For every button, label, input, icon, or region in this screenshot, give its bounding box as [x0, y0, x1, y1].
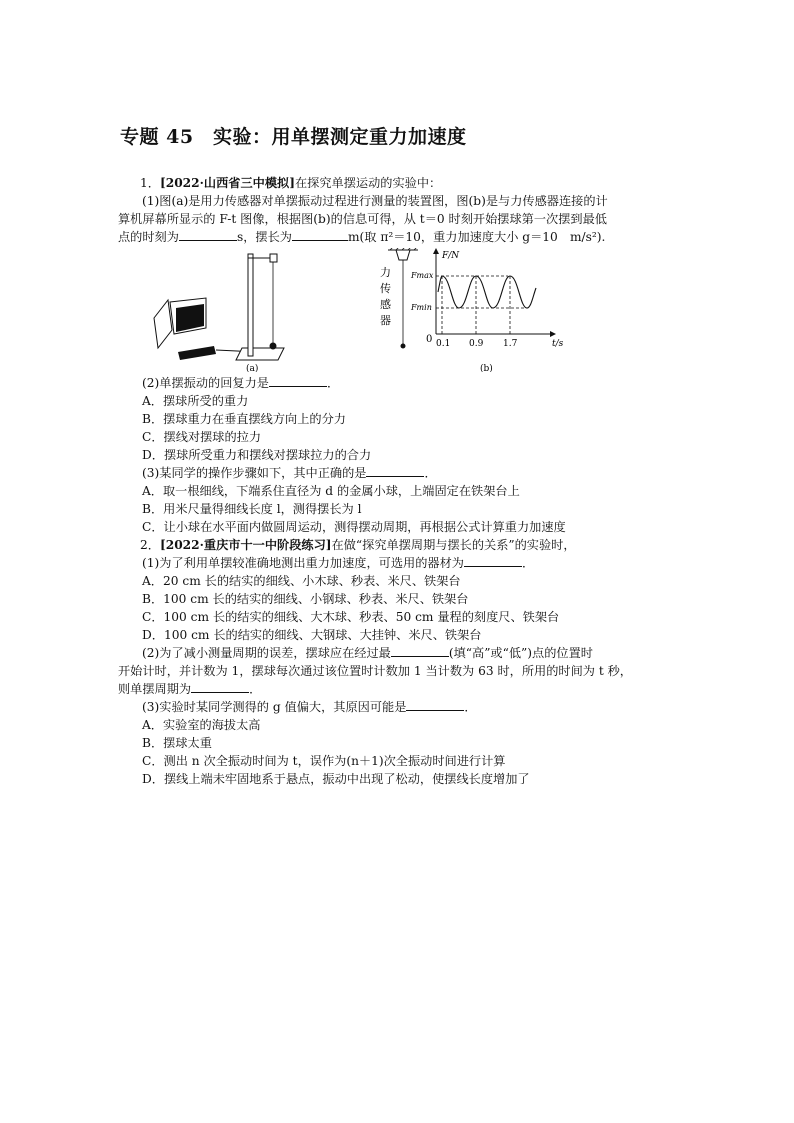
- q2-part2-text-c: 则单摆周期为: [118, 682, 192, 696]
- x-tick-0.1: 0.1: [436, 339, 451, 349]
- q1-part2: (2)单摆振动的回复力是 ．: [142, 376, 340, 390]
- q2-part2-line1: [118, 644, 678, 662]
- sensor-body: [396, 250, 410, 260]
- q1-part2-option-c: C．摆线对摆球的拉力: [142, 430, 262, 444]
- q2-part2-line3: 则单摆周期为 ．: [118, 682, 262, 696]
- q2-part1: (1)为了利用单摆较准确地测出重力加速度，可选用的器材为 ．: [142, 556, 535, 570]
- question-content: [118, 174, 678, 788]
- q1-part3-option-c: C．让小球在水平面内做圆周运动，测得摆动周期，再根据公式计算重力加速度: [142, 520, 566, 534]
- q2-part3-option-b: B．摆球太重: [142, 736, 212, 750]
- answer-blank-g-reason[interactable]: [406, 698, 464, 711]
- x-tick-0.9: 0.9: [469, 339, 484, 349]
- sensor-label-4: 器: [380, 314, 391, 327]
- q1-figure: [118, 248, 678, 372]
- stand-base-plate: [236, 348, 284, 360]
- q1-part1-text-b: s，摆长为: [236, 230, 292, 244]
- q1-part2-option-a: A．摆球所受的重力: [142, 394, 249, 408]
- q1-part1-line3: [118, 228, 678, 246]
- q1-part2-text: (2)单摆振动的回复力是: [142, 376, 269, 390]
- q1-stem-text: 在探究单摆运动的实验中：: [294, 176, 442, 190]
- q2-part1-option-b: B．100 cm 长的结实的细线、小钢球、秒表、米尺、铁架台: [142, 592, 469, 606]
- caption-b: (b): [480, 364, 493, 372]
- y-axis-arrow: [433, 248, 439, 254]
- figure-clean: [118, 248, 678, 372]
- q2-stem-text: 在做“探究单摆周期与摆长的关系”的实验时，: [331, 538, 576, 552]
- q2-part3: (3)实验时某同学测得的 g 值偏大，其原因可能是 ．: [142, 700, 477, 714]
- fmin-label: Fmin: [411, 303, 432, 312]
- answer-blank-time[interactable]: [179, 228, 237, 241]
- q2-part2-text-a: (2)为了减小测量周期的误差，摆球应在经过最: [142, 646, 391, 660]
- q2-part2-line2: 开始计时，并计数为 1，摆球每次通过该位置时计数加 1 当计数为 63 时，所用的时间为 t 秒，: [118, 664, 632, 678]
- q1-part1-line1: (1)图(a)是用力传感器对单摆振动过程进行测量的装置图，图(b)是与力传感器连接的计: [142, 194, 608, 208]
- answer-blank-equipment[interactable]: [464, 554, 522, 567]
- q1-part2-option-d: D．摆球所受重力和摆线对摆球拉力的合力: [142, 448, 372, 462]
- q1-part3-option-b: B．用米尺量得细线长度 l，测得摆长为 l: [142, 502, 362, 516]
- sensor-clamp: [270, 254, 277, 262]
- fmax-label: Fmax: [411, 271, 434, 280]
- q1-stem: [118, 174, 678, 192]
- q2-part3-option-a: A．实验室的海拔太高: [142, 718, 261, 732]
- q2-part1-option-c: C．100 cm 长的结实的细线、大木球、秒表、50 cm 量程的刻度尺、铁架台: [142, 610, 560, 624]
- q1-part1-text-c: m(取 π²＝10，重力加速度大小 g＝10 m/s²).: [347, 230, 606, 244]
- q2-number: 2．: [140, 538, 160, 552]
- q1-part3: (3)某同学的操作步骤如下，其中正确的是 ．: [142, 466, 437, 480]
- pendulum-ball: [270, 343, 277, 350]
- answer-blank-period[interactable]: [191, 680, 249, 693]
- answer-blank-steps[interactable]: [366, 464, 424, 477]
- monitor-frame: [154, 300, 172, 348]
- keyboard: [178, 346, 216, 360]
- q2-part1-option-d: D．100 cm 长的结实的细线、大钢球、大挂钟、米尺、铁架台: [142, 628, 482, 642]
- q1-part1-line2: 算机屏幕所显示的 F-t 图像，根据图(b)的信息可得，从 t＝0 时刻开始摆球第一次摆到最低: [118, 212, 607, 226]
- sensor-label-1: 力: [380, 266, 391, 279]
- caption-a: (a): [246, 364, 259, 372]
- x-axis-arrow: [550, 331, 556, 337]
- answer-blank-length[interactable]: [292, 228, 348, 241]
- monitor-screen: [176, 304, 204, 332]
- sensor-label-3: 感: [380, 298, 391, 311]
- q2-part1-text: (1)为了利用单摆较准确地测出重力加速度，可选用的器材为: [142, 556, 464, 570]
- x-tick-1.7: 1.7: [503, 339, 518, 349]
- sensor-pendulum-ball: [401, 344, 406, 349]
- stand-rod-clean: [248, 254, 253, 356]
- y-axis-label: F/N: [442, 251, 460, 261]
- q1-number: 1．: [140, 176, 160, 190]
- q2-stem: [118, 536, 678, 554]
- force-curve: [438, 276, 536, 308]
- answer-blank-high-low[interactable]: [391, 644, 449, 657]
- q1-part3-text: (3)某同学的操作步骤如下，其中正确的是: [142, 466, 367, 480]
- answer-blank-restoring-force[interactable]: [269, 374, 327, 387]
- page-title: 专题 45 实验：用单摆测定重力加速度: [120, 126, 467, 148]
- q2-part2-text-b: (填“高”或“低”)点的位置时: [448, 646, 593, 660]
- q1-part2-option-b: B．摆球重力在垂直摆线方向上的分力: [142, 412, 346, 426]
- q2-source: [2022·重庆市十一中阶段练习]: [159, 538, 332, 552]
- q1-source: [2022·山西省三中模拟]: [159, 176, 295, 190]
- q2-part3-text: (3)实验时某同学测得的 g 值偏大，其原因可能是: [142, 700, 407, 714]
- graph-origin: 0: [426, 334, 433, 345]
- sensor-label-2: 传: [380, 282, 391, 295]
- x-axis-label: t/s: [552, 339, 564, 349]
- q1-part3-option-a: A．取一根细线，下端系住直径为 d 的金属小球，上端固定在铁架台上: [142, 484, 520, 498]
- q2-part1-option-a: A．20 cm 长的结实的细线、小木球、秒表、米尺、铁架台: [142, 574, 461, 588]
- q1-part1-text-a: 点的时刻为: [118, 230, 179, 244]
- q2-part3-option-c: C．测出 n 次全振动时间为 t，误作为(n＋1)次全振动时间进行计算: [142, 754, 506, 768]
- q2-part3-option-d: D．摆线上端未牢固地系于悬点，振动中出现了松动，使摆线长度增加了: [142, 772, 530, 786]
